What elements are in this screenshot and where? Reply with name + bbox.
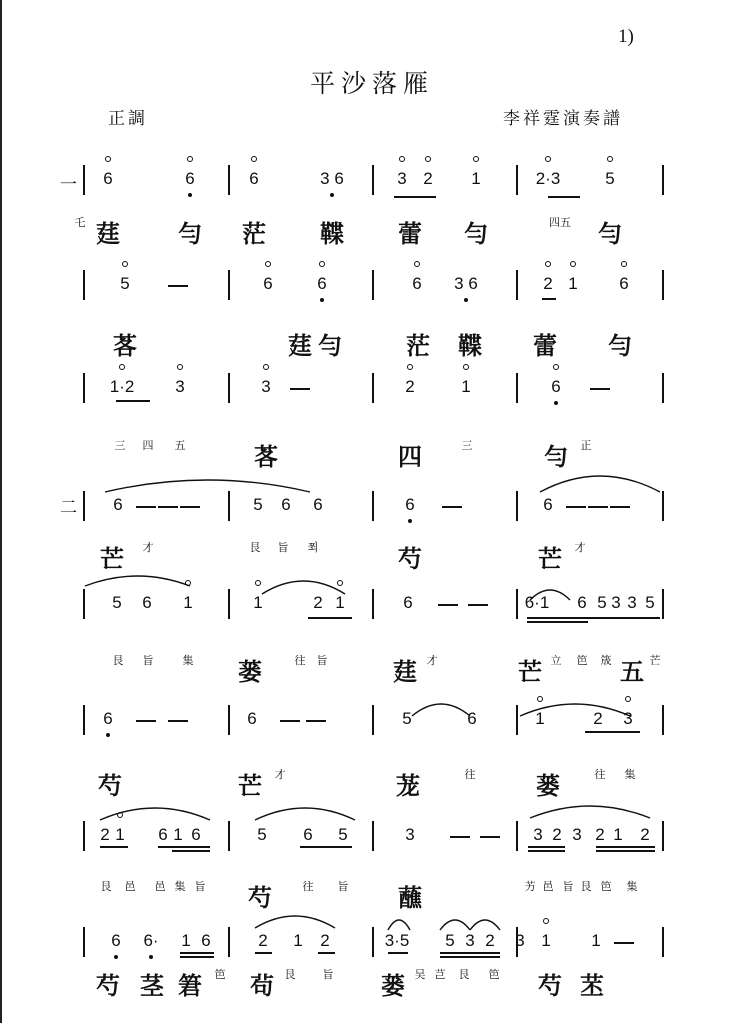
tablature-glyph: 往 [464, 768, 476, 781]
tablature-glyph: 艮 [100, 880, 112, 893]
tablature-glyph: 三 [461, 439, 473, 452]
tablature-glyph: 䇹 [178, 972, 202, 1000]
tablature-glyph: 笆 [600, 880, 612, 893]
tablature-glyph: 勻 [598, 220, 622, 248]
note: 1 [181, 931, 191, 950]
tablature-glyph: 艮 [112, 654, 124, 667]
note: 1 [471, 169, 481, 188]
note: 5 [120, 274, 130, 293]
tablature-glyph: 蘸 [398, 884, 422, 912]
note: 6 [142, 593, 152, 612]
note: 1 [115, 825, 125, 844]
tablature-glyph: 旨 [562, 880, 574, 893]
tablature-glyph: 四 [142, 439, 154, 452]
note: 3 [611, 593, 621, 612]
tablature-glyph: 五 [174, 439, 186, 452]
note: 2 [100, 825, 110, 844]
tablature-glyph: 勻 [464, 220, 488, 248]
tablature-glyph: 往 [302, 880, 314, 893]
note: 6 [113, 495, 123, 514]
tablature-glyph: 三 [114, 439, 126, 452]
tablature-glyph: 四 [398, 443, 422, 471]
note: 1 [591, 931, 601, 950]
note: 2 [595, 825, 605, 844]
tablature-glyph: 集 [174, 880, 186, 893]
tablature-glyph: 才 [274, 768, 286, 781]
tablature-glyph: 艮 [580, 880, 592, 893]
tablature-glyph: 勻 [318, 332, 342, 360]
slur-arc [255, 808, 355, 820]
tuning-mode: 正調 [108, 109, 148, 129]
note: 2 [320, 931, 330, 950]
note: 1 [568, 274, 578, 293]
note: 6 [103, 169, 113, 188]
tablature-glyph: 勻 [178, 220, 202, 248]
note: 2 [258, 931, 268, 950]
tablature-glyph: 旨 [277, 541, 289, 554]
note: 6 [619, 274, 629, 293]
tablature-glyph: 往 [594, 768, 606, 781]
tablature-glyph: 才 [142, 541, 154, 554]
tablature-glyph: 吴 [414, 968, 426, 981]
note: 1 [541, 931, 551, 950]
note: 2 [313, 593, 323, 612]
note: 3 [623, 709, 633, 728]
note: 6 [412, 274, 422, 293]
note: 1 [535, 709, 545, 728]
tablature-glyph: 旨 [316, 654, 328, 667]
tablature-glyph: 艮 [284, 968, 296, 981]
performer-credit: 李祥霆演奏譜 [503, 109, 623, 129]
tablature-glyph: 茖 [113, 332, 137, 360]
tablature-glyph: 笆 [214, 968, 226, 981]
tablature-glyph: 艮 [458, 968, 470, 981]
tablature-glyph: 芒 [518, 658, 542, 686]
note: 2·3 [535, 169, 561, 188]
tablature-glyph: 笆 [488, 968, 500, 981]
tablature-glyph: 쬐 [307, 541, 319, 554]
note: 5 [112, 593, 122, 612]
note: 6 [263, 274, 273, 293]
note: 6 [405, 495, 415, 514]
note: 6 [281, 495, 291, 514]
note: 3 [572, 825, 582, 844]
note: 5 [253, 495, 263, 514]
note: 3 [397, 169, 407, 188]
note: 2 [405, 377, 415, 396]
note: 3 [405, 825, 415, 844]
note: 1 [613, 825, 623, 844]
slur-arc [520, 704, 630, 716]
note: 6·1 [524, 593, 550, 612]
note: 6 [551, 377, 561, 396]
slur-arc [530, 806, 650, 818]
tablature-glyph: 艻 [524, 880, 536, 893]
tablature-glyph: 正 [580, 439, 592, 452]
note: 3 [533, 825, 543, 844]
tablature-glyph: 蕾 [398, 220, 422, 248]
slur-arc [105, 480, 310, 492]
tablature-glyph: 莛 [393, 658, 417, 686]
tablature-glyph: 才 [426, 654, 438, 667]
note: 6 [467, 709, 477, 728]
tablature-glyph: 勻 [608, 332, 632, 360]
tablature-glyph: 芑 [434, 968, 446, 981]
note: 2 [485, 931, 495, 950]
tablature-glyph: 邑 [542, 880, 554, 893]
slur-arc [85, 576, 190, 586]
tablature-glyph: 立 [550, 654, 562, 667]
tablature-glyph: 茍 [250, 972, 274, 1000]
slur-arc [540, 476, 660, 492]
note: 1 [335, 593, 345, 612]
note: 6 [249, 169, 259, 188]
tablature-glyph: 芍 [398, 545, 422, 573]
note: 1·2 [109, 377, 135, 396]
tablature-glyph: 才 [574, 541, 586, 554]
note: 1 [293, 931, 303, 950]
slur-arc [262, 581, 345, 594]
tablature-glyph: 邑 [154, 880, 166, 893]
note: 6· [143, 931, 159, 950]
note: 3 [465, 931, 475, 950]
note: 6 [303, 825, 313, 844]
note: 3 6 [454, 274, 478, 293]
note: 1 [461, 377, 471, 396]
note: 6 [191, 825, 201, 844]
tablature-glyph: 邑 [124, 880, 136, 893]
tablature-glyph: 往 [294, 654, 306, 667]
note: 6 [111, 931, 121, 950]
note: 6 [247, 709, 257, 728]
tablature-glyph: 旨 [337, 880, 349, 893]
note: 3 [515, 931, 525, 950]
tablature-glyph: 旨 [194, 880, 206, 893]
tablature-glyph: 芍 [248, 884, 272, 912]
note: 2 [552, 825, 562, 844]
slur-arc [440, 920, 470, 930]
score-title: 平沙落雁 [309, 69, 434, 98]
tablature-glyph: 蒌 [381, 972, 405, 1000]
note: 6 [103, 709, 113, 728]
tablature-glyph: 旨 [142, 654, 154, 667]
tablature-glyph: 莛 [288, 332, 312, 360]
note: 6 [577, 593, 587, 612]
slur-arc [412, 704, 470, 716]
note: 6 [201, 931, 211, 950]
note: 2 [543, 274, 553, 293]
note: 6 [317, 274, 327, 293]
note: 3 [627, 593, 637, 612]
slur-arc [388, 920, 410, 930]
note: 5 [338, 825, 348, 844]
slur-arc [100, 808, 210, 820]
note: 1 [173, 825, 183, 844]
note: 5 [402, 709, 412, 728]
note: 6 [543, 495, 553, 514]
tablature-glyph: 勻 [544, 443, 568, 471]
tablature-glyph: 莛 [96, 220, 120, 248]
tablature-glyph: 芍 [538, 972, 562, 1000]
tablature-glyph: 芍 [96, 972, 120, 1000]
tablature-glyph: 芒 [238, 772, 262, 800]
tablature-glyph: 四五 [549, 216, 571, 229]
tablature-glyph: 乇 [74, 216, 86, 229]
tablature-glyph: 笆 [576, 654, 588, 667]
tablature-glyph: 鞢 [458, 332, 482, 360]
note: 2 [423, 169, 433, 188]
tablature-glyph: 集 [624, 768, 636, 781]
note: 3 6 [320, 169, 344, 188]
page-number: 1) [618, 26, 634, 47]
tablature-glyph: 蒌 [536, 772, 560, 800]
tablature-glyph: 蕾 [533, 332, 557, 360]
tablature-glyph: 茫 [242, 220, 266, 248]
tablature-glyph: 集 [182, 654, 194, 667]
note: 6 [313, 495, 323, 514]
note: 1 [183, 593, 193, 612]
tablature-glyph: 五 [620, 658, 644, 686]
tablature-glyph: 芒 [538, 545, 562, 573]
note: 6 [403, 593, 413, 612]
tablature-glyph: 芒 [649, 654, 661, 667]
note: 2 [593, 709, 603, 728]
note: 1 [253, 593, 263, 612]
note: 5 [645, 593, 655, 612]
note: 6 [185, 169, 195, 188]
note: 5 [445, 931, 455, 950]
tablature-glyph: 茫 [406, 332, 430, 360]
note: 5 [605, 169, 615, 188]
note: 2 [640, 825, 650, 844]
tablature-glyph: 蒌 [238, 658, 262, 686]
note: 3 [175, 377, 185, 396]
tablature-glyph: 艮 [249, 541, 261, 554]
tablature-glyph: 苤 [580, 972, 604, 1000]
tablature-glyph: 芒 [100, 545, 124, 573]
note: 3 [261, 377, 271, 396]
note: 5 [597, 593, 607, 612]
tablature-glyph: 旨 [322, 968, 334, 981]
tablature-glyph: 茖 [254, 443, 278, 471]
tablature-glyph: 筬 [600, 654, 612, 667]
tablature-glyph: 茎 [140, 972, 164, 1000]
tablature-glyph: 芍 [98, 772, 122, 800]
section-label-2: 二 [60, 498, 77, 518]
slur-arc [530, 590, 570, 600]
slur-arc [470, 920, 500, 930]
section-label-1: 一 [60, 175, 77, 195]
note: 3·5 [384, 931, 410, 950]
tablature-glyph: 集 [626, 880, 638, 893]
slur-arc [255, 916, 335, 928]
note: 5 [257, 825, 267, 844]
tablature-glyph: 鞢 [320, 220, 344, 248]
tablature-glyph: 茏 [396, 772, 420, 800]
note: 6 [158, 825, 168, 844]
